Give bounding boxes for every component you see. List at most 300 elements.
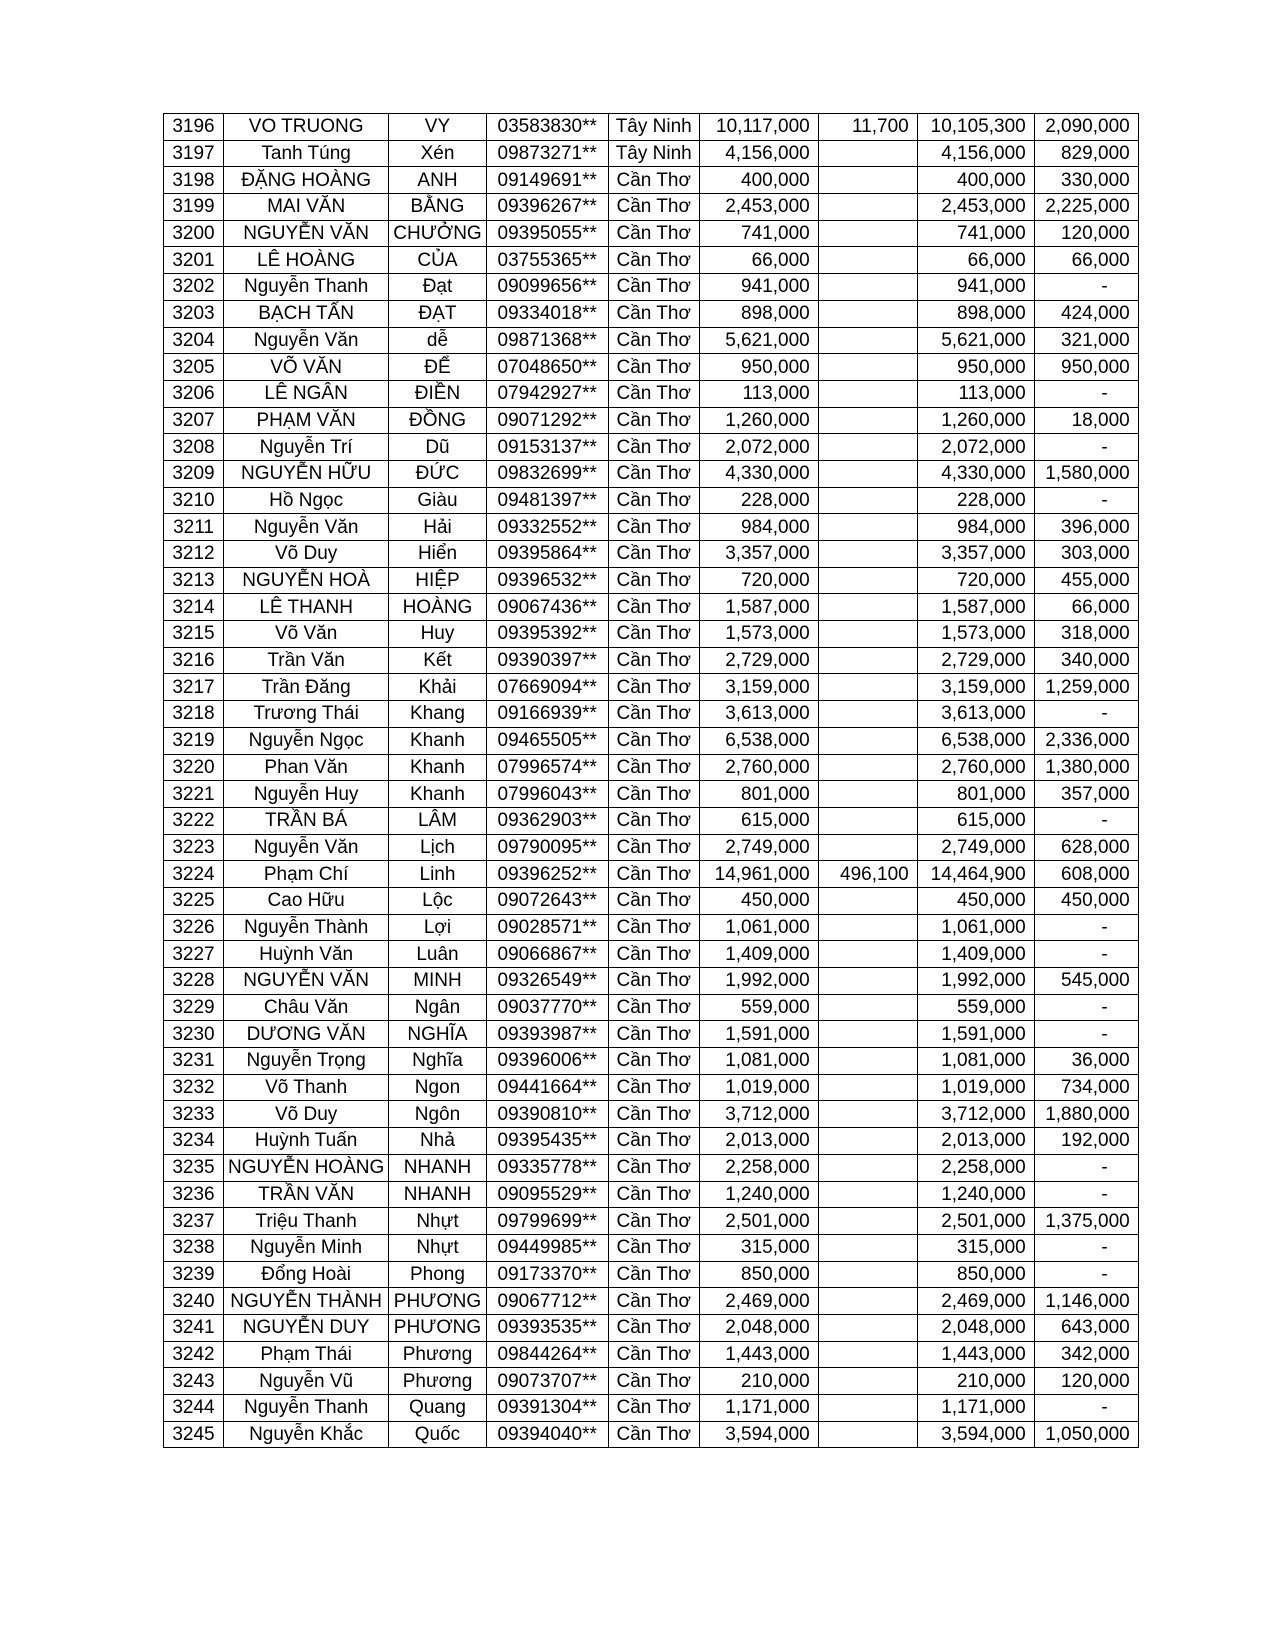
province-cell: Cần Thơ [608, 994, 699, 1021]
province-cell: Cần Thơ [608, 247, 699, 274]
net-amount-cell: 3,594,000 [917, 1421, 1034, 1448]
given-name-cell: VY [389, 114, 486, 141]
gross-amount-cell: 741,000 [699, 220, 818, 247]
phone-cell: 09396532** [486, 567, 608, 594]
net-amount-cell: 801,000 [917, 781, 1034, 808]
surname-cell: TRẦN VĂN [224, 1181, 389, 1208]
phone-cell: 09873271** [486, 140, 608, 167]
net-amount-cell: 2,453,000 [917, 194, 1034, 221]
row-number: 3228 [164, 968, 224, 995]
payment-ledger-table [163, 113, 1139, 1448]
surname-cell: Huỳnh Văn [224, 941, 389, 968]
gross-amount-cell: 615,000 [699, 807, 818, 834]
row-number: 3207 [164, 407, 224, 434]
given-name-cell: LÂM [389, 807, 486, 834]
table-row [164, 140, 1139, 167]
province-cell: Cần Thơ [608, 567, 699, 594]
paid-amount-cell: 1,050,000 [1034, 1421, 1138, 1448]
row-number: 3211 [164, 514, 224, 541]
row-number: 3200 [164, 220, 224, 247]
deduction-cell [818, 994, 917, 1021]
given-name-cell: Ngân [389, 994, 486, 1021]
given-name-cell: Ngôn [389, 1101, 486, 1128]
surname-cell: Võ Duy [224, 541, 389, 568]
phone-cell: 09067712** [486, 1288, 608, 1315]
given-name-cell: Hải [389, 514, 486, 541]
province-cell: Cần Thơ [608, 1234, 699, 1261]
phone-cell: 09395435** [486, 1128, 608, 1155]
paid-amount-cell: 120,000 [1034, 220, 1138, 247]
row-number: 3219 [164, 727, 224, 754]
gross-amount-cell: 2,258,000 [699, 1154, 818, 1181]
surname-cell: NGUYỄN HOÀNG [224, 1154, 389, 1181]
surname-cell: Nguyễn Văn [224, 327, 389, 354]
province-cell: Cần Thơ [608, 727, 699, 754]
row-number: 3234 [164, 1128, 224, 1155]
paid-amount-cell: - [1034, 1234, 1138, 1261]
gross-amount-cell: 210,000 [699, 1368, 818, 1395]
gross-amount-cell: 984,000 [699, 514, 818, 541]
province-cell: Cần Thơ [608, 194, 699, 221]
surname-cell: Tanh Túng [224, 140, 389, 167]
row-number: 3214 [164, 594, 224, 621]
gross-amount-cell: 6,538,000 [699, 727, 818, 754]
surname-cell: Võ Thanh [224, 1074, 389, 1101]
table-row [164, 114, 1139, 141]
given-name-cell: Hiển [389, 541, 486, 568]
paid-amount-cell: 628,000 [1034, 834, 1138, 861]
phone-cell: 03583830** [486, 114, 608, 141]
given-name-cell: Dũ [389, 434, 486, 461]
table-row [164, 834, 1139, 861]
gross-amount-cell: 1,409,000 [699, 941, 818, 968]
row-number: 3238 [164, 1234, 224, 1261]
deduction-cell [818, 327, 917, 354]
table-row [164, 994, 1139, 1021]
phone-cell: 09067436** [486, 594, 608, 621]
phone-cell: 09326549** [486, 968, 608, 995]
deduction-cell [818, 407, 917, 434]
net-amount-cell: 720,000 [917, 567, 1034, 594]
given-name-cell: HIỆP [389, 567, 486, 594]
table-row [164, 781, 1139, 808]
row-number: 3224 [164, 861, 224, 888]
net-amount-cell: 2,048,000 [917, 1314, 1034, 1341]
phone-cell: 09391304** [486, 1395, 608, 1422]
table-row [164, 194, 1139, 221]
net-amount-cell: 2,729,000 [917, 647, 1034, 674]
row-number: 3217 [164, 674, 224, 701]
given-name-cell: Giàu [389, 487, 486, 514]
given-name-cell: MINH [389, 968, 486, 995]
row-number: 3218 [164, 701, 224, 728]
phone-cell: 09871368** [486, 327, 608, 354]
paid-amount-cell: - [1034, 434, 1138, 461]
province-cell: Cần Thơ [608, 407, 699, 434]
surname-cell: Nguyễn Huy [224, 781, 389, 808]
province-cell: Tây Ninh [608, 114, 699, 141]
province-cell: Cần Thơ [608, 834, 699, 861]
given-name-cell: HOÀNG [389, 594, 486, 621]
deduction-cell [818, 194, 917, 221]
gross-amount-cell: 2,048,000 [699, 1314, 818, 1341]
gross-amount-cell: 2,072,000 [699, 434, 818, 461]
table-row [164, 274, 1139, 301]
gross-amount-cell: 1,240,000 [699, 1181, 818, 1208]
deduction-cell [818, 460, 917, 487]
net-amount-cell: 1,171,000 [917, 1395, 1034, 1422]
province-cell: Cần Thơ [608, 861, 699, 888]
deduction-cell [818, 247, 917, 274]
given-name-cell: Khang [389, 701, 486, 728]
phone-cell: 07996574** [486, 754, 608, 781]
row-number: 3229 [164, 994, 224, 1021]
paid-amount-cell: 120,000 [1034, 1368, 1138, 1395]
paid-amount-cell: - [1034, 1154, 1138, 1181]
paid-amount-cell: 829,000 [1034, 140, 1138, 167]
deduction-cell [818, 300, 917, 327]
table-row [164, 1368, 1139, 1395]
surname-cell: MAI VĂN [224, 194, 389, 221]
deduction-cell [818, 647, 917, 674]
paid-amount-cell: 192,000 [1034, 1128, 1138, 1155]
given-name-cell: NHANH [389, 1154, 486, 1181]
surname-cell: Hồ Ngọc [224, 487, 389, 514]
given-name-cell: Huy [389, 621, 486, 648]
province-cell: Cần Thơ [608, 1341, 699, 1368]
province-cell: Cần Thơ [608, 220, 699, 247]
phone-cell: 09072643** [486, 887, 608, 914]
net-amount-cell: 1,019,000 [917, 1074, 1034, 1101]
province-cell: Cần Thơ [608, 380, 699, 407]
surname-cell: Trần Văn [224, 647, 389, 674]
province-cell: Cần Thơ [608, 327, 699, 354]
surname-cell: Nguyễn Trí [224, 434, 389, 461]
phone-cell: 09481397** [486, 487, 608, 514]
table-row [164, 1128, 1139, 1155]
surname-cell: Triệu Thanh [224, 1208, 389, 1235]
province-cell: Cần Thơ [608, 1395, 699, 1422]
table-row [164, 754, 1139, 781]
province-cell: Cần Thơ [608, 621, 699, 648]
gross-amount-cell: 941,000 [699, 274, 818, 301]
gross-amount-cell: 1,992,000 [699, 968, 818, 995]
surname-cell: PHẠM VĂN [224, 407, 389, 434]
province-cell: Cần Thơ [608, 1368, 699, 1395]
deduction-cell [818, 807, 917, 834]
net-amount-cell: 2,760,000 [917, 754, 1034, 781]
gross-amount-cell: 450,000 [699, 887, 818, 914]
paid-amount-cell: 1,259,000 [1034, 674, 1138, 701]
surname-cell: Nguyễn Thanh [224, 1395, 389, 1422]
given-name-cell: ĐỒNG [389, 407, 486, 434]
net-amount-cell: 2,749,000 [917, 834, 1034, 861]
net-amount-cell: 4,156,000 [917, 140, 1034, 167]
gross-amount-cell: 2,729,000 [699, 647, 818, 674]
deduction-cell [818, 594, 917, 621]
row-number: 3201 [164, 247, 224, 274]
gross-amount-cell: 801,000 [699, 781, 818, 808]
phone-cell: 09166939** [486, 701, 608, 728]
paid-amount-cell: 2,090,000 [1034, 114, 1138, 141]
paid-amount-cell: 318,000 [1034, 621, 1138, 648]
surname-cell: LÊ NGÂN [224, 380, 389, 407]
surname-cell: LÊ HOÀNG [224, 247, 389, 274]
given-name-cell: PHƯƠNG [389, 1314, 486, 1341]
phone-cell: 09153137** [486, 434, 608, 461]
phone-cell: 09396006** [486, 1048, 608, 1075]
net-amount-cell: 66,000 [917, 247, 1034, 274]
province-cell: Cần Thơ [608, 1128, 699, 1155]
given-name-cell: ANH [389, 167, 486, 194]
table-row [164, 541, 1139, 568]
row-number: 3213 [164, 567, 224, 594]
phone-cell: 09332552** [486, 514, 608, 541]
table-row [164, 1208, 1139, 1235]
deduction-cell [818, 541, 917, 568]
paid-amount-cell: 1,880,000 [1034, 1101, 1138, 1128]
gross-amount-cell: 1,591,000 [699, 1021, 818, 1048]
phone-cell: 07996043** [486, 781, 608, 808]
phone-cell: 09173370** [486, 1261, 608, 1288]
deduction-cell [818, 1074, 917, 1101]
row-number: 3222 [164, 807, 224, 834]
deduction-cell [818, 701, 917, 728]
gross-amount-cell: 66,000 [699, 247, 818, 274]
gross-amount-cell: 1,081,000 [699, 1048, 818, 1075]
paid-amount-cell: 330,000 [1034, 167, 1138, 194]
table-row [164, 460, 1139, 487]
surname-cell: Võ Duy [224, 1101, 389, 1128]
paid-amount-cell: 734,000 [1034, 1074, 1138, 1101]
net-amount-cell: 400,000 [917, 167, 1034, 194]
row-number: 3231 [164, 1048, 224, 1075]
phone-cell: 09393535** [486, 1314, 608, 1341]
surname-cell: Châu Văn [224, 994, 389, 1021]
surname-cell: NGUYỄN HOÀ [224, 567, 389, 594]
paid-amount-cell: 1,375,000 [1034, 1208, 1138, 1235]
province-cell: Tây Ninh [608, 140, 699, 167]
row-number: 3206 [164, 380, 224, 407]
phone-cell: 09832699** [486, 460, 608, 487]
province-cell: Cần Thơ [608, 941, 699, 968]
paid-amount-cell: 545,000 [1034, 968, 1138, 995]
gross-amount-cell: 228,000 [699, 487, 818, 514]
table-row [164, 1234, 1139, 1261]
deduction-cell [818, 274, 917, 301]
net-amount-cell: 315,000 [917, 1234, 1034, 1261]
gross-amount-cell: 898,000 [699, 300, 818, 327]
phone-cell: 09099656** [486, 274, 608, 301]
phone-cell: 09028571** [486, 914, 608, 941]
row-number: 3216 [164, 647, 224, 674]
given-name-cell: Linh [389, 861, 486, 888]
deduction-cell [818, 1395, 917, 1422]
surname-cell: NGUYỄN VĂN [224, 968, 389, 995]
row-number: 3240 [164, 1288, 224, 1315]
gross-amount-cell: 850,000 [699, 1261, 818, 1288]
paid-amount-cell: 608,000 [1034, 861, 1138, 888]
row-number: 3245 [164, 1421, 224, 1448]
table-row [164, 1261, 1139, 1288]
province-cell: Cần Thơ [608, 167, 699, 194]
gross-amount-cell: 400,000 [699, 167, 818, 194]
gross-amount-cell: 3,594,000 [699, 1421, 818, 1448]
gross-amount-cell: 5,621,000 [699, 327, 818, 354]
given-name-cell: Phong [389, 1261, 486, 1288]
surname-cell: ĐẶNG HOÀNG [224, 167, 389, 194]
row-number: 3244 [164, 1395, 224, 1422]
paid-amount-cell: - [1034, 701, 1138, 728]
paid-amount-cell: 66,000 [1034, 594, 1138, 621]
deduction-cell [818, 1208, 917, 1235]
deduction-cell [818, 1314, 917, 1341]
phone-cell: 09393987** [486, 1021, 608, 1048]
phone-cell: 09844264** [486, 1341, 608, 1368]
given-name-cell: PHƯƠNG [389, 1288, 486, 1315]
given-name-cell: ĐỨC [389, 460, 486, 487]
province-cell: Cần Thơ [608, 434, 699, 461]
province-cell: Cần Thơ [608, 647, 699, 674]
net-amount-cell: 3,613,000 [917, 701, 1034, 728]
paid-amount-cell: 2,336,000 [1034, 727, 1138, 754]
paid-amount-cell: - [1034, 807, 1138, 834]
paid-amount-cell: 396,000 [1034, 514, 1138, 541]
given-name-cell: Phương [389, 1368, 486, 1395]
given-name-cell: ĐỂ [389, 354, 486, 381]
phone-cell: 09394040** [486, 1421, 608, 1448]
surname-cell: Nguyễn Văn [224, 514, 389, 541]
row-number: 3239 [164, 1261, 224, 1288]
net-amount-cell: 3,357,000 [917, 541, 1034, 568]
gross-amount-cell: 10,117,000 [699, 114, 818, 141]
row-number: 3221 [164, 781, 224, 808]
deduction-cell: 496,100 [818, 861, 917, 888]
paid-amount-cell: 643,000 [1034, 1314, 1138, 1341]
phone-cell: 09396267** [486, 194, 608, 221]
phone-cell: 09441664** [486, 1074, 608, 1101]
gross-amount-cell: 950,000 [699, 354, 818, 381]
paid-amount-cell: 1,580,000 [1034, 460, 1138, 487]
deduction-cell [818, 167, 917, 194]
given-name-cell: Kết [389, 647, 486, 674]
given-name-cell: Nhựt [389, 1234, 486, 1261]
net-amount-cell: 1,573,000 [917, 621, 1034, 648]
paid-amount-cell: - [1034, 1261, 1138, 1288]
given-name-cell: CỦA [389, 247, 486, 274]
phone-cell: 09465505** [486, 727, 608, 754]
given-name-cell: NGHĨA [389, 1021, 486, 1048]
net-amount-cell: 2,258,000 [917, 1154, 1034, 1181]
gross-amount-cell: 1,443,000 [699, 1341, 818, 1368]
net-amount-cell: 1,061,000 [917, 914, 1034, 941]
net-amount-cell: 450,000 [917, 887, 1034, 914]
surname-cell: VO TRUONG [224, 114, 389, 141]
given-name-cell: Đạt [389, 274, 486, 301]
surname-cell: Nguyễn Ngọc [224, 727, 389, 754]
surname-cell: Huỳnh Tuấn [224, 1128, 389, 1155]
phone-cell: 09390810** [486, 1101, 608, 1128]
given-name-cell: CHƯỞNG [389, 220, 486, 247]
surname-cell: DƯƠNG VĂN [224, 1021, 389, 1048]
net-amount-cell: 898,000 [917, 300, 1034, 327]
deduction-cell [818, 914, 917, 941]
row-number: 3198 [164, 167, 224, 194]
paid-amount-cell: - [1034, 1395, 1138, 1422]
table-row [164, 487, 1139, 514]
given-name-cell: Khải [389, 674, 486, 701]
phone-cell: 09799699** [486, 1208, 608, 1235]
phone-cell: 03755365** [486, 247, 608, 274]
paid-amount-cell: - [1034, 380, 1138, 407]
deduction-cell [818, 1261, 917, 1288]
net-amount-cell: 950,000 [917, 354, 1034, 381]
paid-amount-cell: - [1034, 1021, 1138, 1048]
gross-amount-cell: 2,453,000 [699, 194, 818, 221]
given-name-cell: ĐẠT [389, 300, 486, 327]
surname-cell: Nguyễn Trọng [224, 1048, 389, 1075]
row-number: 3196 [164, 114, 224, 141]
gross-amount-cell: 3,357,000 [699, 541, 818, 568]
table-row [164, 220, 1139, 247]
phone-cell: 09449985** [486, 1234, 608, 1261]
net-amount-cell: 615,000 [917, 807, 1034, 834]
table-row [164, 1048, 1139, 1075]
phone-cell: 09790095** [486, 834, 608, 861]
given-name-cell: Khanh [389, 754, 486, 781]
given-name-cell: BẰNG [389, 194, 486, 221]
phone-cell: 09395055** [486, 220, 608, 247]
paid-amount-cell: - [1034, 1181, 1138, 1208]
deduction-cell [818, 1048, 917, 1075]
surname-cell: Trương Thái [224, 701, 389, 728]
table-row [164, 1421, 1139, 1448]
paid-amount-cell: - [1034, 914, 1138, 941]
province-cell: Cần Thơ [608, 541, 699, 568]
surname-cell: Phạm Thái [224, 1341, 389, 1368]
deduction-cell [818, 1341, 917, 1368]
row-number: 3215 [164, 621, 224, 648]
phone-cell: 09066867** [486, 941, 608, 968]
gross-amount-cell: 4,330,000 [699, 460, 818, 487]
deduction-cell: 11,700 [818, 114, 917, 141]
net-amount-cell: 10,105,300 [917, 114, 1034, 141]
gross-amount-cell: 2,469,000 [699, 1288, 818, 1315]
deduction-cell [818, 1421, 917, 1448]
paid-amount-cell: 18,000 [1034, 407, 1138, 434]
given-name-cell: NHANH [389, 1181, 486, 1208]
row-number: 3237 [164, 1208, 224, 1235]
table-row [164, 407, 1139, 434]
net-amount-cell: 1,587,000 [917, 594, 1034, 621]
row-number: 3199 [164, 194, 224, 221]
surname-cell: NGUYỄN VĂN [224, 220, 389, 247]
province-cell: Cần Thơ [608, 754, 699, 781]
deduction-cell [818, 140, 917, 167]
province-cell: Cần Thơ [608, 887, 699, 914]
deduction-cell [818, 1128, 917, 1155]
net-amount-cell: 850,000 [917, 1261, 1034, 1288]
surname-cell: NGUYỄN THÀNH [224, 1288, 389, 1315]
paid-amount-cell: 321,000 [1034, 327, 1138, 354]
deduction-cell [818, 1288, 917, 1315]
paid-amount-cell: 424,000 [1034, 300, 1138, 327]
row-number: 3203 [164, 300, 224, 327]
given-name-cell: Phương [389, 1341, 486, 1368]
net-amount-cell: 2,013,000 [917, 1128, 1034, 1155]
table-row [164, 1101, 1139, 1128]
table-row [164, 594, 1139, 621]
